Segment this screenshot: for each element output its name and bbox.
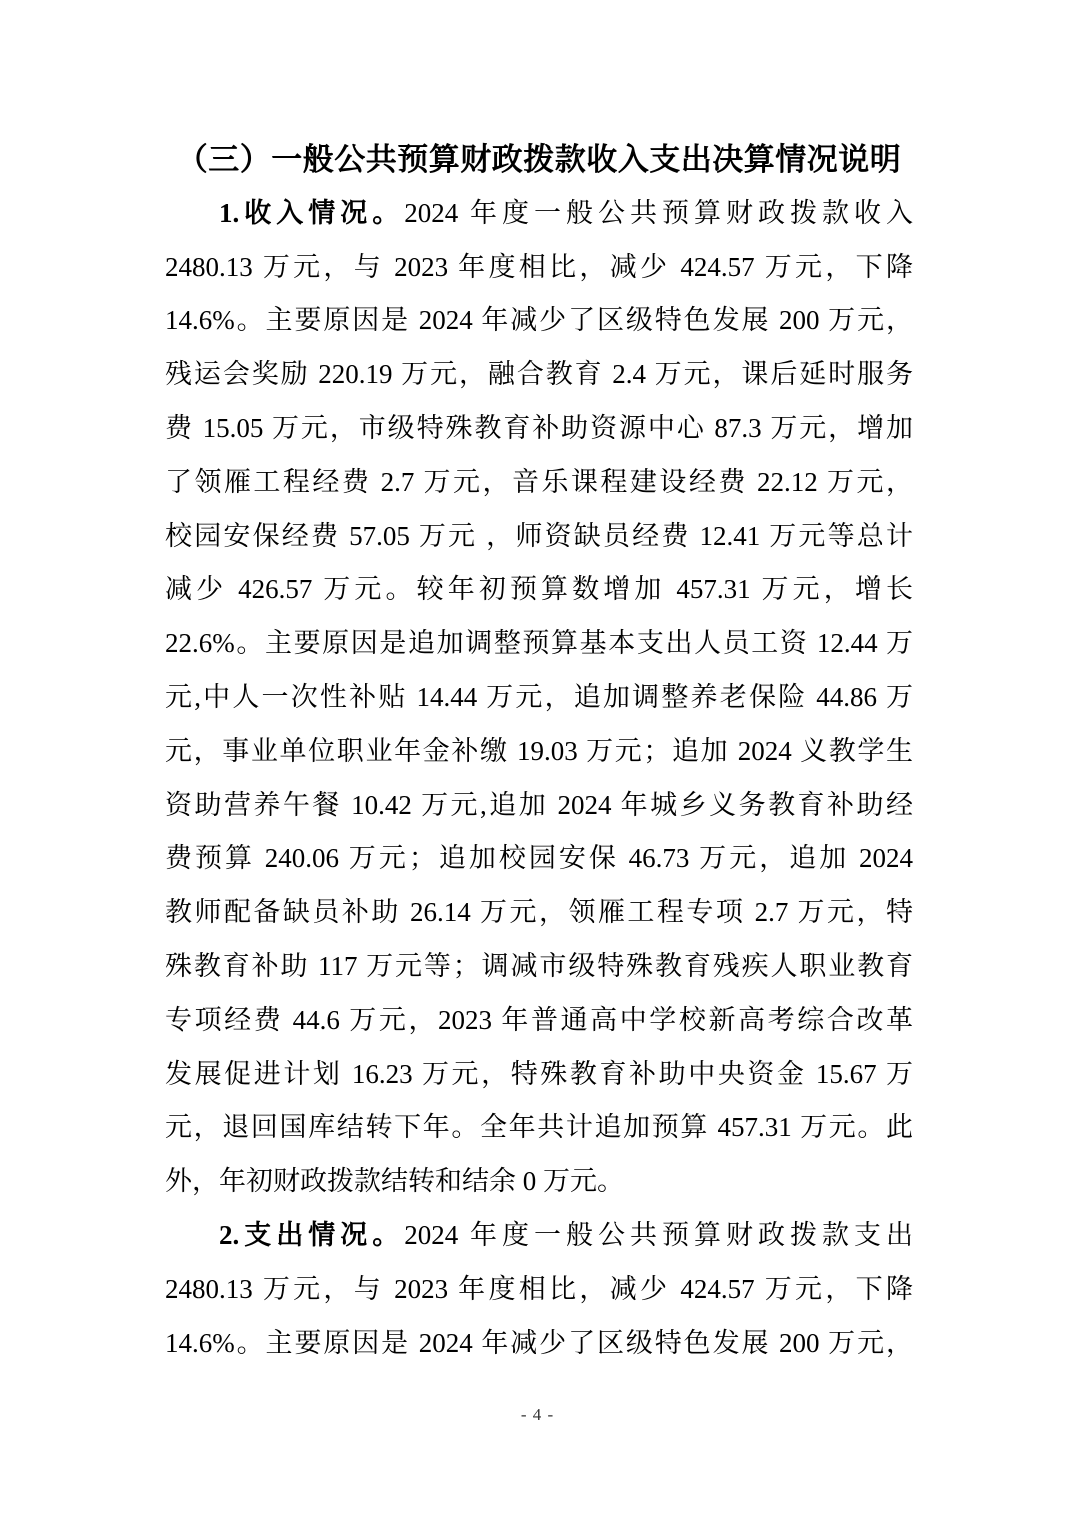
body-line (165, 779, 913, 833)
body-line (165, 187, 913, 241)
line-text: 校园安保经费 57.05 万元 ，师资缺员经费 12.41 万元等总计 (165, 520, 913, 551)
line-text: 元,中人一次性补贴 14.44 万元，追加调整养老保险 44.86 万 (165, 681, 913, 712)
body-line (165, 994, 913, 1048)
body-line (165, 456, 913, 510)
line-text: 殊教育补助 117 万元等；调减市级特殊教育残疾人职业教育 (165, 950, 913, 981)
line-text: 14.6%。主要原因是 2024 年减少了区级特色发展 200 万元， (165, 1327, 913, 1358)
body-line (165, 1263, 913, 1317)
line-text: 元，事业单位职业年金补缴 19.03 万元；追加 2024 义教学生 (165, 735, 913, 766)
page-number: - 4 - (520, 1405, 555, 1424)
line-text: 资助营养午餐 10.42 万元,追加 2024 年城乡义务教育补助经 (165, 789, 913, 820)
body-line (165, 1101, 913, 1155)
body-line (165, 294, 913, 348)
line-text: 减少 426.57 万元。较年初预算数增加 457.31 万元，增长 (165, 574, 913, 605)
body-line (165, 671, 913, 725)
section-heading: （三）一般公共预算财政拨款收入支出决算情况说明 (176, 142, 902, 177)
body-line (165, 563, 913, 617)
line-text: 22.6%。主要原因是追加调整预算基本支出人员工资 12.44 万 (165, 628, 913, 659)
line-text: 教师配备缺员补助 26.14 万元，领雁工程专项 2.7 万元，特 (165, 897, 913, 928)
line-text: 费预算 240.06 万元；追加校园安保 46.73 万元，追加 2024 (165, 843, 913, 874)
body-line (165, 510, 913, 564)
body-line (165, 1317, 913, 1371)
paragraph-label: 2.支出情况。 (219, 1219, 405, 1250)
body-line (165, 348, 913, 402)
line-text: 残运会奖励 220.19 万元，融合教育 2.4 万元，课后延时服务 (165, 359, 913, 390)
line-text: 2480.13 万元，与 2023 年度相比，减少 424.57 万元，下降 (165, 251, 913, 282)
body-line (165, 725, 913, 779)
body-line (165, 886, 913, 940)
line-text: 2024 年度一般公共预算财政拨款收入 (404, 197, 913, 228)
line-text: 2480.13 万元，与 2023 年度相比，减少 424.57 万元，下降 (165, 1273, 913, 1304)
body-line (165, 1209, 913, 1263)
line-text: 发展促进计划 16.23 万元，特殊教育补助中央资金 15.67 万 (165, 1058, 913, 1089)
body-line (165, 402, 913, 456)
line-text: 2024 年度一般公共预算财政拨款支出 (404, 1219, 913, 1250)
body-line (165, 832, 913, 886)
line-text: 了领雁工程经费 2.7 万元，音乐课程建设经费 22.12 万元， (165, 466, 913, 497)
line-text: 专项经费 44.6 万元，2023 年普通高中学校新高考综合改革 (165, 1004, 913, 1035)
body-line (165, 1155, 913, 1209)
line-text: 14.6%。主要原因是 2024 年减少了区级特色发展 200 万元， (165, 305, 913, 336)
document-body (165, 133, 913, 1370)
line-text: 元，退回国库结转下年。全年共计追加预算 457.31 万元。此 (165, 1112, 913, 1143)
paragraph-label: 1.收入情况。 (219, 197, 405, 228)
body-line (165, 241, 913, 295)
body-line (165, 1048, 913, 1102)
body-line (165, 617, 913, 671)
line-text: 费 15.05 万元，市级特殊教育补助资源中心 87.3 万元，增加 (165, 412, 913, 443)
line-text: 外，年初财政拨款结转和结余 0 万元。 (165, 1166, 624, 1197)
body-line (165, 940, 913, 994)
